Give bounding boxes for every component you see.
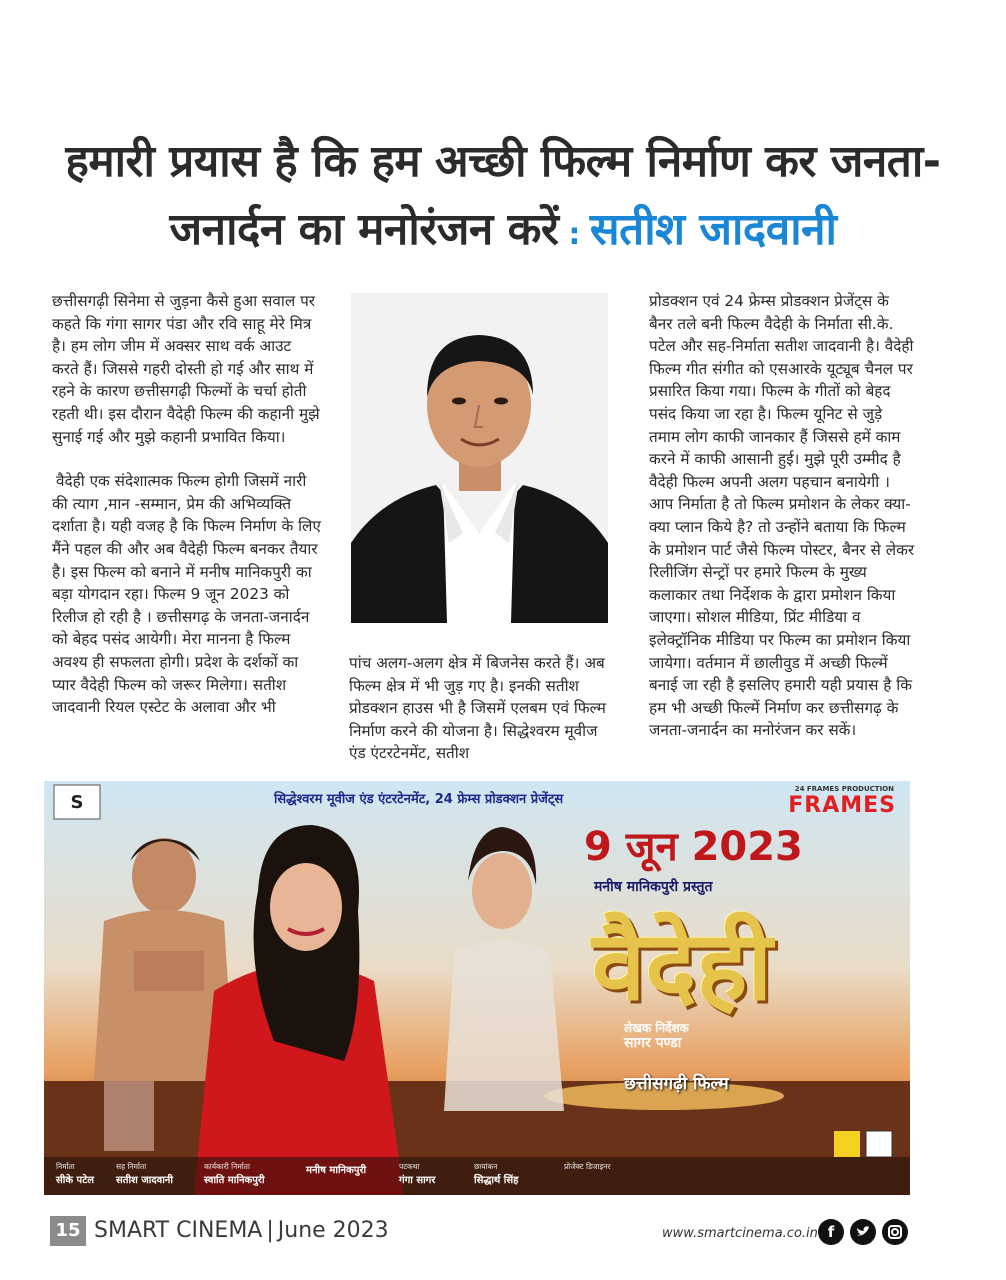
movie-title: वैदेही <box>592 910 773 1022</box>
article-column-right <box>649 290 915 764</box>
portrait-photo <box>351 293 608 623</box>
issue-date: June 2023 <box>277 1218 389 1243</box>
poster-presenters: सिद्धेश्वरम मूवीज एंड एंटरटेनमेंट, 24 फ्रेम्स प्रोडक्शन प्रेजेंट्स <box>274 792 564 807</box>
credit-role: सह निर्माता <box>116 1162 147 1171</box>
magazine-issue <box>94 1218 389 1243</box>
writer-director-label: लेखक निर्देशक <box>624 1021 689 1035</box>
article-paragraph: प्रोडक्शन एवं 24 फ्रेम्स प्रोडक्शन प्रेजेंट्स के बैनर तले बनी फिल्म वैदेही के निर्माता सी.के. पटेल और सह-निर्माता सतीश जादवानी है। वैदेही फिल्म गीत संगीत को एसआरके यूट्यूब चैनल पर प्रसारित किया गया। फिल्म के गीतों को बेहद पसंद किया जा रहा है। फिल्म यूनिट से जुड़े तमाम लोग काफी जानकार हैं जिससे हमें काम करने में काफी आसानी हुई। मुझे पूरी उम्मीद है वैदेही फिल्म अपनी अलग पहचान बनायेगी । आप निर्माता है तो फिल्म प्रमोशन के लेकर क्या-क्या प्लान किये है? तो उन्होंने बताया कि फिल्म के प्रमोशन पार्ट जैसे फिल्म पोस्टर, बैनर से लेकर रिलीजिंग सेन्ट्रों पर हमारे फिल्म के मुख्य कलाकार तथा निर्देशक के द्वारा प्रमोशन किया जाएगा। सोशल मीडिया, प्रिंट मीडिया व इलेक्ट्रॉनिक मीडिया पर फिल्म का प्रमोशन किया जायेगा। वर्तमान में छालीवुड में अच्छी फिल्में बनाई जा रही है इसलिए हमारी यही प्रयास है कि हम भी अच्छी फिल्में निर्माण कर छत्तीसगढ़ के जनता-जनार्दन का मनोरंजन कर सकें। <box>649 292 915 740</box>
article-paragraph: छत्तीसगढ़ी सिनेमा से जुड़ना कैसे हुआ सवाल पर कहते कि गंगा सागर पंडा और रवि साहू मेरे मित्र है। हम लोग जीम में अक्सर साथ वर्क आउट करते हैं। जिससे गहरी दोस्ती हो गई और साथ में रहने के कारण छत्तीसगढ़ी फिल्मों के चर्चा होती रहती थी। इस दौरान वैदेही फिल्म की कहानी मुझे सुनाई गई और मुझे कहानी प्रभावित किया। <box>52 292 320 446</box>
credit-role: कार्यकारी निर्माता <box>204 1162 250 1171</box>
headline-separator: : <box>568 217 580 252</box>
frames-logo: FRAMES <box>788 793 896 818</box>
portrait-illustration <box>351 293 608 623</box>
writer-director-name: सागर पण्डा <box>624 1035 682 1051</box>
instagram-icon[interactable] <box>882 1219 908 1245</box>
credit-item <box>306 1162 366 1176</box>
article-column-left <box>52 290 322 741</box>
frames-sub-label: 24 FRAMES PRODUCTION <box>794 785 894 793</box>
interviewee-name: सतीश जादवानी <box>589 204 837 255</box>
credit-role: पटकथा <box>399 1162 420 1171</box>
website-link[interactable]: www.smartcinema.co.in <box>662 1226 818 1241</box>
credit-item <box>399 1162 435 1186</box>
credit-name: मनीष मानिकपुरी <box>306 1165 367 1176</box>
headline <box>40 128 966 269</box>
divider: | <box>266 1218 274 1243</box>
credit-name: सिद्धार्थ सिंह <box>474 1175 519 1186</box>
movie-poster <box>44 781 910 1195</box>
headline-line-1: हमारी प्रयास है कि हम अच्छी फिल्म निर्माण कर जनता- <box>65 136 941 187</box>
twitter-icon[interactable] <box>850 1219 876 1245</box>
credit-name: स्वाति मानिकपुरी <box>204 1175 265 1186</box>
poster-credits <box>44 1157 910 1195</box>
page-footer <box>50 1212 920 1248</box>
article-column-middle <box>349 652 611 787</box>
producer-presents: मनीष मानिकपुरी प्रस्तुत <box>594 879 713 895</box>
credit-name: सीके पटेल <box>56 1175 95 1186</box>
credit-item <box>564 1162 610 1172</box>
article-paragraph: वैदेही एक संदेशात्मक फिल्म होगी जिसमें नारी की त्याग ,मान -सम्मान, प्रेम की अभिव्यक्ति दर्शाता है। यही वजह है कि फिल्म निर्माण के लिए मैंने पहल की और अब वैदेही फिल्म बनकर तैयार है। इस फिल्म को बनाने में मनीष मानिकपुरी का बड़ा योगदान रहा। फिल्म 9 जून 2023 को रिलीज हो रही है । छत्तीसगढ़ के जनता-जनार्दन को बेहद पसंद आयेगी। मेरा मानना है फिल्म अवश्य ही सफलता होगी। प्रदेश के दर्शकों का प्यार वैदेही फिल्म को जरूर मिलेगा। सतीश जादवानी रियल एस्टेट के अलावा और भी <box>52 472 321 717</box>
credit-item <box>204 1162 265 1186</box>
credit-role: छायांकन <box>474 1162 498 1171</box>
credit-name: सतीश जादवानी <box>116 1175 173 1186</box>
credit-name: गंगा सागर <box>399 1175 436 1186</box>
facebook-icon[interactable]: f <box>818 1219 844 1245</box>
svg-text:S: S <box>70 792 84 813</box>
credit-role: निर्माता <box>56 1162 75 1171</box>
credit-item <box>474 1162 518 1186</box>
release-date: 9 जून 2023 <box>584 824 803 870</box>
headline-line-2 <box>40 196 966 269</box>
credit-item <box>116 1162 173 1186</box>
headline-line-2-text: जनार्दन का मनोरंजन करें <box>169 204 559 255</box>
magazine-name: SMART CINEMA <box>94 1218 263 1243</box>
page-number: 15 <box>50 1216 86 1246</box>
credit-item <box>56 1162 94 1186</box>
credit-role: प्रोजेक्ट डिजाइनर <box>564 1162 611 1171</box>
article-paragraph: पांच अलग-अलग क्षेत्र में बिजनेस करते हैं। अब फिल्म क्षेत्र में भी जुड़ गए है। इनकी सतीश प्रोडक्शन हाउस भी है जिसमें एलबम एवं फिल्म निर्माण करने की योजना है। सिद्धेश्वरम मूवीज एंड एंटरटेनमेंट, सतीश <box>349 654 606 763</box>
film-language: छत्तीसगढ़ी फिल्म <box>624 1074 729 1094</box>
